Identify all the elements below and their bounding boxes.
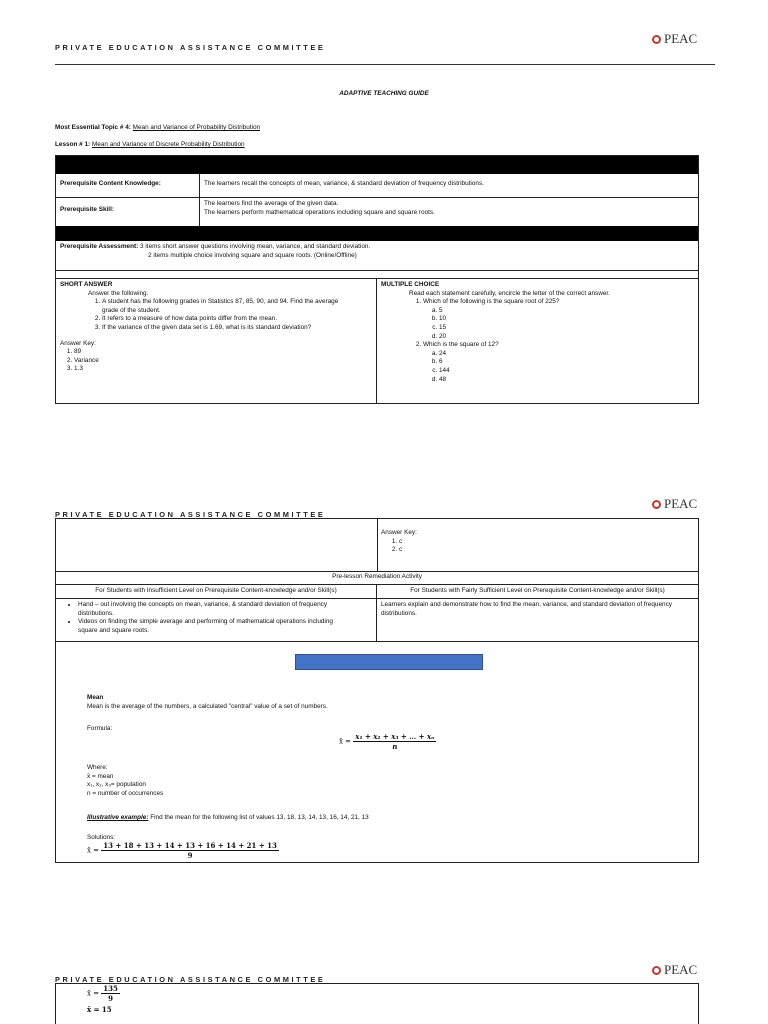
question-1: Which of the following is the square root of 225? [423, 298, 560, 306]
lesson-value: Mean and Variance of Discrete Probability Distribution [91, 141, 245, 148]
solution-denominator: 9 [187, 851, 193, 860]
remediation-col1-body [56, 598, 377, 641]
skill-label: Prerequisite Skill: [56, 198, 200, 226]
remediation-title: Pre-lesson Remediation Activity [56, 571, 698, 584]
solution-lhs: x̄ = [87, 846, 100, 855]
solution-formula [87, 841, 279, 860]
logo-text: PEAC [664, 496, 698, 511]
lesson-label: Lesson # 1: [55, 141, 91, 148]
assessment-label: Prerequisite Assessment: [60, 243, 139, 250]
topic-label: Most Essential Topic # 4: [55, 124, 131, 131]
where-label: Where: [87, 764, 108, 771]
short-answer-heading: SHORT ANSWER [60, 281, 113, 288]
list-item [423, 298, 694, 341]
solution-lhs: x̄ = [87, 989, 100, 998]
logo-text: PEAC [664, 31, 698, 46]
section-banner-fill [295, 654, 483, 670]
remediation-table [55, 518, 699, 863]
peac-logo [652, 962, 697, 978]
where-line: n = number of occurrences [87, 789, 164, 797]
option: d. 48 [439, 376, 694, 385]
mc-answer-key-cell [377, 527, 697, 571]
question-2-options [423, 350, 694, 384]
list-item: 1. A student has the following grades in Statistics 87, 85, 90, and 94. Find the average grade of the student. [102, 298, 352, 315]
short-answer-cell [56, 279, 377, 404]
list-item: • Videos on finding the simple average and performing of mathematical operations including square and square roots. [78, 618, 352, 635]
peac-logo-icon [652, 35, 661, 44]
formula-label: Formula: [87, 725, 113, 732]
short-answer-instruction: Answer the following. [88, 289, 149, 297]
content-knowledge-value: The learners recall the concepts of mean, variance, & standard deviation of frequency distributions. [200, 174, 698, 198]
skill-line-1: The learners find the average of the given data. [204, 200, 339, 207]
peac-logo-icon [652, 500, 661, 509]
list-item: 3. If the variance of the given data set is 1.69, what is its standard deviation? [102, 324, 352, 333]
where-block [87, 764, 163, 798]
topic-value: Mean and Variance of Probability Distribution [132, 124, 261, 131]
where-line: x̄ = mean [87, 772, 114, 780]
assessment-row [56, 241, 698, 271]
example-text: Find the mean for the following list of values 13, 18, 13, 14, 13, 16, 14, 21, 13 [150, 814, 369, 821]
step2-numerator: 135 [103, 984, 118, 993]
list-item: • Hand – out involving the concepts on mean, variance, & standard deviation of frequency distributions. [78, 601, 352, 618]
step2-denominator: 9 [108, 994, 114, 1003]
assessment-line-1: 3 items short answer questions involving mean, variance, and standard deviation. [140, 243, 371, 250]
header-rule [55, 64, 715, 65]
option: b. 6 [439, 358, 694, 367]
question-2: Which is the square of 12? [423, 341, 499, 349]
solution-fraction [101, 841, 279, 860]
short-answer-key [60, 348, 372, 374]
row-divider [56, 278, 698, 279]
assessment-header-bar [56, 226, 698, 241]
step2-fraction [101, 984, 120, 1003]
org-header: PRIVATE EDUCATION ASSISTANCE COMMITTEE [55, 43, 326, 52]
multiple-choice-cell [377, 279, 698, 404]
table-header-bar [56, 156, 698, 174]
option: c. 144 [439, 367, 694, 376]
prerequisite-table [55, 155, 699, 404]
content-knowledge-label: Prerequisite Content Knowledge: [56, 174, 200, 198]
multiple-choice-heading: MULTIPLE CHOICE [381, 281, 440, 288]
multiple-choice-list [381, 298, 694, 384]
list-item: 3. 1.3 [74, 365, 372, 374]
option: c. 15 [439, 324, 694, 333]
solution-numerator: 13 + 18 + 13 + 14 + 13 + 16 + 14 + 21 + 13 [103, 841, 277, 850]
remediation-col2-body: Learners explain and demonstrate how to find the mean, variance, and standard deviation of frequency distributions. [377, 598, 698, 641]
solution-label: Solutions: [87, 834, 116, 841]
topic-line [55, 124, 260, 133]
formula-denominator: n [392, 742, 398, 751]
remediation-col1-list [60, 601, 372, 635]
short-answer-list [60, 298, 372, 332]
question-1-options [423, 307, 694, 341]
list-item [423, 341, 694, 384]
mean-formula [339, 732, 436, 751]
example-label: Illustrative example: [87, 814, 149, 821]
option: a. 5 [439, 307, 694, 316]
formula-numerator: x₁ + x₂ + x₃ + … + xₙ [355, 732, 435, 741]
list-item: 2. It refers to a measure of how data points differ from the mean. [102, 315, 352, 324]
mc-answer-key-label: Answer Key: [381, 529, 417, 536]
peac-logo [652, 496, 697, 512]
peac-logo-icon [652, 966, 661, 975]
solution-step-2 [87, 984, 120, 1003]
illustrative-example [87, 814, 369, 823]
list-item: 2. Variance [74, 357, 372, 366]
org-header: PRIVATE EDUCATION ASSISTANCE COMMITTEE [55, 975, 326, 984]
org-header: PRIVATE EDUCATION ASSISTANCE COMMITTEE [55, 510, 326, 519]
row-divider [56, 641, 698, 642]
list-item: 2. c [399, 546, 693, 555]
option: a. 24 [439, 350, 694, 359]
list-item: 1. c [399, 538, 693, 547]
doc-title: ADAPTIVE TEACHING GUIDE [339, 90, 429, 97]
multiple-choice-instruction: Read each statement carefully, encircle the letter of the correct answer. [409, 289, 610, 297]
remediation-col2-heading: For Students with Fairly Sufficient Level on Prerequisite Content-knowledge and/or Skill(s) [377, 584, 698, 598]
solution-step-3: x̄ = 15 [87, 1005, 112, 1014]
list-item: 1. 89 [74, 348, 372, 357]
short-answer-key-label: Answer Key: [60, 339, 96, 347]
section-banner [295, 654, 483, 670]
mean-heading: Mean [87, 694, 104, 701]
mean-definition: Mean is the average of the numbers, a calculated "central" value of a set of numbers. [87, 703, 328, 710]
remediation-col1-heading: For Students with Insufficient Level on Prerequisite Content-knowledge and/or Skill(s) [56, 584, 377, 598]
assessment-line-2: 2 items multiple choice involving square and square roots. (Online/Offline) [148, 251, 357, 259]
option: b. 10 [439, 315, 694, 324]
skill-value [200, 198, 698, 226]
continued-table [55, 983, 699, 1024]
peac-logo [652, 31, 697, 47]
skill-line-2: The learners perform mathematical operations including square and square roots. [204, 208, 435, 216]
logo-text: PEAC [664, 962, 698, 977]
formula-fraction [353, 732, 436, 751]
where-line: x₁, x₂, x₃= population [87, 781, 146, 789]
lesson-line [55, 141, 245, 150]
mc-answer-key [381, 538, 693, 555]
option: d. 20 [439, 333, 694, 342]
formula-lhs: x̄ = [339, 737, 352, 746]
